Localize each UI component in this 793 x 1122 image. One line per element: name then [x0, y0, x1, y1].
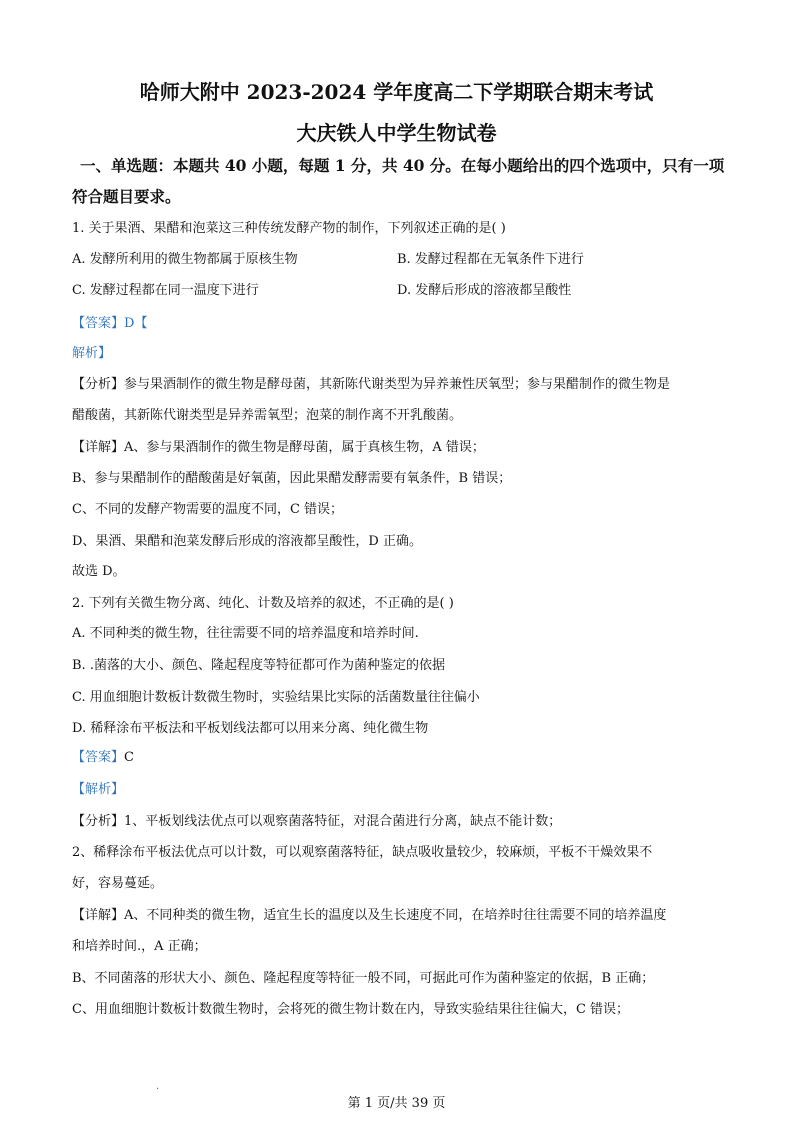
- q2-option-d: D. 稀释涂布平板法和平板划线法都可以用来分离、纯化微生物: [72, 721, 429, 736]
- q2-answer-value: C: [124, 750, 134, 765]
- q1-detail-b: B、参与果醋制作的醋酸菌是好氧菌，因此果醋发酵需要有氧条件，B 错误；: [72, 471, 512, 486]
- q2-option-a: A. 不同种类的微生物，往往需要不同的培养温度和培养时间.: [72, 626, 419, 641]
- q2-detail-a-line2: 和培养时间.，A 正确；: [72, 939, 207, 954]
- q1-option-a: A. 发酵所利用的微生物都属于原核生物: [72, 252, 298, 267]
- q1-answer-value: D【: [124, 316, 148, 331]
- q1-analysis-line2: 醋酸菌，其新陈代谢类型是异养需氧型；泡菜的制作离不开乳酸菌。: [72, 408, 463, 423]
- exam-subtitle: 大庆铁人中学生物试卷: [296, 121, 497, 145]
- q2-analysis-line3: 好，容易蔓延。: [72, 876, 164, 891]
- q2-detail-c: C、用血细胞计数板计数微生物时，会将死的微生物计数在内，导致实验结果往往偏大，C 错误；: [72, 1002, 630, 1017]
- q1-option-d: D. 发酵后形成的溶液都呈酸性: [397, 283, 572, 298]
- q1-analysis-line1: 【分析】参与果酒制作的微生物是酵母菌，其新陈代谢类型为异养兼性厌氧型；参与果醋制作的微生物是: [72, 377, 671, 392]
- page-number: 第 1 页/共 39 页: [347, 1096, 446, 1111]
- q2-option-c: C. 用血细胞计数板计数微生物时，实验结果比实际的活菌数量往往偏小: [72, 690, 480, 705]
- q1-option-c: C. 发酵过程都在同一温度下进行: [72, 283, 259, 298]
- section-heading-line2: 符合题目要求。: [72, 187, 181, 206]
- q1-detail-label: 【详解】: [72, 440, 125, 455]
- q1-stem: 1. 关于果酒、果醋和泡菜这三种传统发酵产物的制作，下列叙述正确的是( ): [72, 221, 506, 236]
- q2-detail-label: 【详解】: [72, 908, 125, 923]
- q1-detail-a: 【详解】A、参与果酒制作的微生物是酵母菌，属于真核生物，A 错误；: [72, 440, 485, 455]
- q1-analysis-label: 【分析】: [72, 377, 125, 392]
- q1-answer-label: 【答案】: [72, 316, 125, 331]
- q2-detail-a-line1: 【详解】A、不同种类的微生物，适宜生长的温度以及生长速度不同，在培养时往往需要不同的培养温度: [72, 908, 667, 923]
- q2-analysis-label: 【分析】: [72, 814, 125, 829]
- section-heading-line1: 一、单选题：本题共 40 小题，每题 1 分，共 40 分。在每小题给出的四个选项中，只有一项: [80, 156, 725, 175]
- q1-option-b: B. 发酵过程都在无氧条件下进行: [397, 252, 584, 267]
- q2-detail-b: B、不同菌落的形状大小、颜色、隆起程度等特征一般不同，可据此可作为菌种鉴定的依据，B 正确；: [72, 971, 655, 986]
- q2-answer-label: 【答案】: [72, 750, 125, 765]
- q2-analysis-line2: 2、稀释涂布平板法优点可以计数，可以观察菌落特征，缺点吸收量较少，较麻烦，平板不干燥效果不: [72, 845, 653, 860]
- q2-option-b: B. .菌落的大小、颜色、隆起程度等特征都可作为菌种鉴定的依据: [72, 658, 445, 673]
- q1-detail-c: C、不同的发酵产物需要的温度不同，C 错误；: [72, 502, 344, 517]
- q1-answer: [72, 312, 147, 331]
- q2-answer: [72, 746, 134, 765]
- q2-jiexi-label: 【解析】: [72, 782, 125, 797]
- q1-detail-d: D、果酒、果醋和泡菜发酵后形成的溶液都呈酸性，D 正确。: [72, 534, 422, 549]
- q1-conclusion: 故选 D。: [72, 564, 126, 579]
- q1-jiexi-label: 解析】: [72, 346, 112, 361]
- exam-title: 哈师大附中 2023-2024 学年度高二下学期联合期末考试: [139, 80, 654, 104]
- q2-stem: 2. 下列有关微生物分离、纯化、计数及培养的叙述，不正确的是( ): [72, 596, 454, 611]
- q2-analysis-line1: 【分析】1、平板划线法优点可以观察菌落特征，对混合菌进行分离，缺点不能计数；: [72, 814, 562, 829]
- footer-dot: ·: [156, 1084, 160, 1095]
